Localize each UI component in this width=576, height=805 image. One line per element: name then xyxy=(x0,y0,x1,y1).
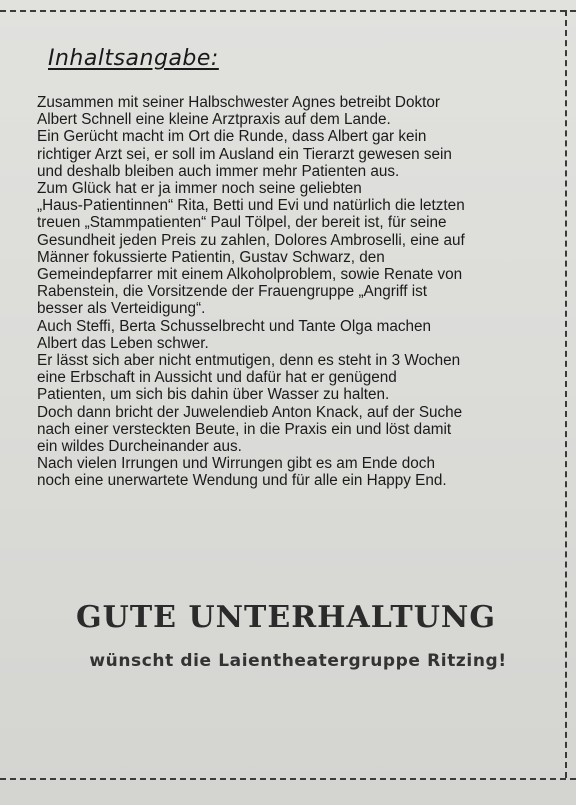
cut-line-top xyxy=(0,10,576,12)
summary-line: Ein Gerücht macht im Ort die Runde, dass Albert gar kein xyxy=(37,128,427,146)
summary-line: treuen „Stammpatienten“ Paul Tölpel, der bereit ist, für seine xyxy=(37,214,447,232)
summary-line: Zum Glück hat er ja immer noch seine geliebten xyxy=(37,180,362,198)
summary-line: ein wildes Durcheinander aus. xyxy=(37,438,242,456)
summary-line: Rabenstein, die Vorsitzende der Frauengruppe „Angriff ist xyxy=(37,283,428,301)
summary-line: nach einer versteckten Beute, in die Praxis ein und löst damit xyxy=(37,420,452,438)
summary-line: Patienten, um sich bis dahin über Wasser zu halten. xyxy=(37,386,390,404)
summary-line: besser als Verteidigung“. xyxy=(37,300,206,318)
summary-line: noch eine unerwartete Wendung und für alle ein Happy End. xyxy=(37,472,447,490)
summary-text xyxy=(37,94,537,490)
summary-line: Doch dann bricht der Juwelendieb Anton Knack, auf der Suche xyxy=(37,403,463,421)
summary-line: Gemeindepfarrer mit einem Alkoholproblem, sowie Renate von xyxy=(37,266,463,284)
summary-line: Nach vielen Irrungen und Wirrungen gibt es am Ende doch xyxy=(37,455,435,473)
credit-line: wünscht die Laientheatergruppe Ritzing! xyxy=(89,651,507,671)
summary-heading: Inhaltsangabe: xyxy=(48,46,219,71)
summary-line: und deshalb bleiben auch immer mehr Patienten aus. xyxy=(37,162,400,180)
banner-title: GUTE UNTERHALTUNG xyxy=(76,600,496,635)
summary-line: Gesundheit jeden Preis zu zahlen, Dolores Ambroselli, eine auf xyxy=(37,231,465,249)
cut-line-bottom xyxy=(0,778,576,780)
summary-line: Albert das Leben schwer. xyxy=(37,334,209,352)
summary-line: Männer fokussierte Patientin, Gustav Schwarz, den xyxy=(37,248,385,266)
summary-line: Albert Schnell eine kleine Arztpraxis auf dem Lande. xyxy=(37,111,391,129)
summary-line: Zusammen mit seiner Halbschwester Agnes betreibt Doktor xyxy=(37,94,440,111)
summary-line: Auch Steffi, Berta Schusselbrecht und Tante Olga machen xyxy=(37,317,431,335)
summary-line: „Haus-Patientinnen“ Rita, Betti und Evi und natürlich die letzten xyxy=(37,197,465,215)
summary-line: Er lässt sich aber nicht entmutigen, denn es steht in 3 Wochen xyxy=(37,352,461,370)
summary-line: eine Erbschaft in Aussicht und dafür hat er genügend xyxy=(37,369,397,387)
summary-line: richtiger Arzt sei, er soll im Ausland ein Tierarzt gewesen sein xyxy=(37,145,452,163)
